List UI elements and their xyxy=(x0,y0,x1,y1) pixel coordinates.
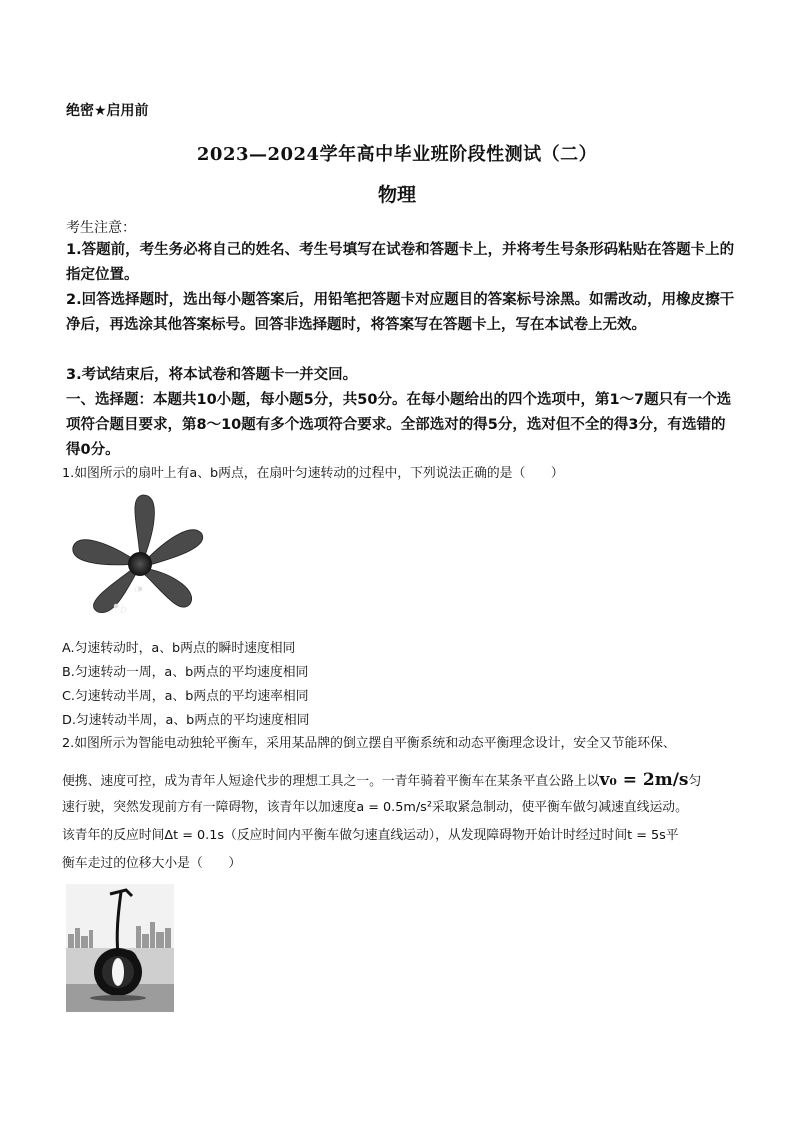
fan-point-b-label: b xyxy=(120,603,128,616)
notice-heading: 考生注意： xyxy=(66,220,136,236)
question-1-option-c: C.匀速转动半周，a、b两点的平均速率相同 xyxy=(62,689,309,704)
question-2-line-4: 该青年的反应时间Δt = 0.1s（反应时间内平衡车做匀速直线运动），从发现障碍物开始计时经过时间t = 5s平 xyxy=(62,828,679,843)
notice-item-1: 1.答题前，考生务必将自己的姓名、考生号填写在试卷和答题卡上，并将考生号条形码粘贴在答题卡上的指定位置。 xyxy=(66,242,735,283)
section-intro: 一、选择题：本题共10小题，每小题5分，共50分。在每小题给出的四个选项中，第1～7题只有一个选项符合题目要求，第8～10题有多个选项符合要求。全部选对的得5分，选对但不全的得3分，有选错的得0分。 xyxy=(66,392,732,458)
question-1-option-a: A.匀速转动时，a、b两点的瞬时速度相同 xyxy=(62,641,296,656)
question-2-line-2-end: 匀 xyxy=(688,774,702,789)
initial-velocity-expression: v₀ = 2m/s xyxy=(599,770,689,790)
fan-blade-image xyxy=(68,492,206,620)
notice-item-2: 2.回答选择题时，选出每小题答案后，用铅笔把答题卡对应题目的答案标号涂黑。如需改动，用橡皮擦干净后，再选涂其他答案标号。回答非选择题时，将答案写在答题卡上，写在本试卷上无效。 xyxy=(66,292,735,333)
question-2-line-1: 2.如图所示为智能电动独轮平衡车，采用某品牌的倒立摆自平衡系统和动态平衡理念设计，安全又节能环保、 xyxy=(62,736,676,751)
notice-item-3: 3.考试结束后，将本试卷和答题卡一并交回。 xyxy=(66,367,358,383)
subject-title: 物理 xyxy=(377,184,416,206)
question-2-line-3: 速行驶，突然发现前方有一障碍物，该青年以加速度a = 0.5m/s²采取紧急制动，使平衡车做匀减速直线运动。 xyxy=(62,800,688,815)
question-1-stem: 1.如图所示的扇叶上有a、b两点，在扇叶匀速转动的过程中，下列说法正确的是（ ） xyxy=(62,466,564,481)
confidential-label: 绝密★启用前 xyxy=(66,103,149,119)
question-1-option-b: B.匀速转动一周，a、b两点的平均速度相同 xyxy=(62,665,309,680)
question-2-stem xyxy=(62,730,738,878)
question-2-line-2 xyxy=(62,766,738,794)
question-2-line-2-text: 便携、速度可控，成为青年人短途代步的理想工具之一。一青年骑着平衡车在某条平直公路上以 xyxy=(62,774,600,789)
question-1-option-d: D.匀速转动半周，a、b两点的平均速度相同 xyxy=(62,713,310,728)
question-2-line-5: 衡车走过的位移大小是（ ） xyxy=(62,856,242,871)
unicycle-balance-scooter-image xyxy=(66,884,174,1012)
exam-title: 2023—2024学年高中毕业班阶段性测试（二） xyxy=(196,144,598,165)
fan-point-a-label: a xyxy=(134,582,141,595)
